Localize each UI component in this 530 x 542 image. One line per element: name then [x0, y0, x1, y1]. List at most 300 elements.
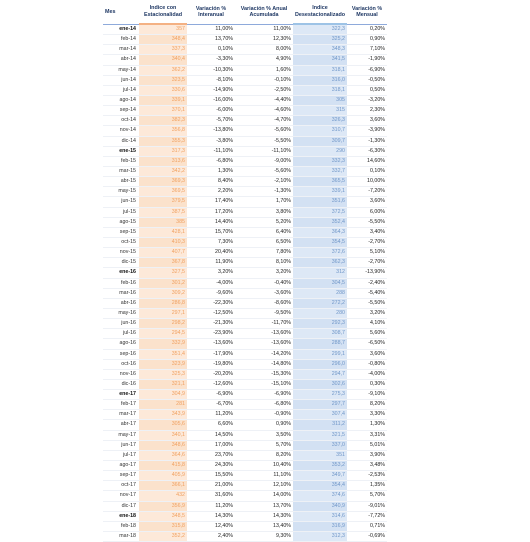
- cell-variacion-mensual[interactable]: -4,00%: [347, 369, 387, 379]
- cell-variacion-mensual[interactable]: 3,90%: [347, 450, 387, 460]
- cell-indice-desestacionalizado[interactable]: 288: [293, 288, 347, 298]
- table-row[interactable]: [103, 329, 387, 339]
- cell-indice-estacionalidad[interactable]: 323,9: [139, 359, 187, 369]
- cell-variacion-mensual[interactable]: 0,71%: [347, 521, 387, 531]
- cell-indice-desestacionalizado[interactable]: 292,3: [293, 319, 347, 329]
- cell-mes[interactable]: sep-14: [103, 106, 139, 116]
- cell-variacion-anual-acumulada[interactable]: -14,20%: [235, 349, 293, 359]
- cell-mes[interactable]: ago-16: [103, 339, 139, 349]
- cell-indice-estacionalidad[interactable]: 317,3: [139, 146, 187, 156]
- cell-mes[interactable]: jul-14: [103, 85, 139, 95]
- cell-indice-desestacionalizado[interactable]: 309,7: [293, 136, 347, 146]
- cell-variacion-anual-acumulada[interactable]: 8,10%: [235, 258, 293, 268]
- cell-indice-estacionalidad[interactable]: 385: [139, 217, 187, 227]
- cell-variacion-interanual[interactable]: 11,90%: [187, 258, 235, 268]
- cell-variacion-interanual[interactable]: 14,40%: [187, 217, 235, 227]
- cell-mes[interactable]: feb-15: [103, 156, 139, 166]
- cell-variacion-mensual[interactable]: -2,70%: [347, 258, 387, 268]
- cell-variacion-mensual[interactable]: 3,60%: [347, 116, 387, 126]
- cell-variacion-mensual[interactable]: -1,90%: [347, 55, 387, 65]
- table-row[interactable]: [103, 65, 387, 75]
- cell-variacion-anual-acumulada[interactable]: 11,10%: [235, 471, 293, 481]
- cell-variacion-mensual[interactable]: -5,50%: [347, 298, 387, 308]
- cell-indice-desestacionalizado[interactable]: 326,3: [293, 116, 347, 126]
- cell-mes[interactable]: ago-15: [103, 217, 139, 227]
- cell-variacion-anual-acumulada[interactable]: 14,00%: [235, 491, 293, 501]
- table-row[interactable]: [103, 237, 387, 247]
- cell-variacion-interanual[interactable]: 12,40%: [187, 521, 235, 531]
- cell-variacion-mensual[interactable]: 0,10%: [347, 166, 387, 176]
- cell-mes[interactable]: jun-17: [103, 440, 139, 450]
- cell-mes[interactable]: feb-14: [103, 35, 139, 45]
- cell-variacion-mensual[interactable]: -2,53%: [347, 471, 387, 481]
- cell-indice-estacionalidad[interactable]: 332,9: [139, 339, 187, 349]
- cell-variacion-interanual[interactable]: -22,30%: [187, 298, 235, 308]
- table-row[interactable]: [103, 511, 387, 521]
- cell-indice-desestacionalizado[interactable]: 304,5: [293, 278, 347, 288]
- cell-variacion-anual-acumulada[interactable]: -2,10%: [235, 177, 293, 187]
- cell-mes[interactable]: sep-17: [103, 471, 139, 481]
- cell-indice-estacionalidad[interactable]: 340,4: [139, 55, 187, 65]
- cell-variacion-anual-acumulada[interactable]: -1,30%: [235, 187, 293, 197]
- table-row[interactable]: [103, 55, 387, 65]
- cell-variacion-anual-acumulada[interactable]: 5,70%: [235, 440, 293, 450]
- cell-variacion-mensual[interactable]: 1,30%: [347, 420, 387, 430]
- cell-variacion-anual-acumulada[interactable]: -11,70%: [235, 319, 293, 329]
- cell-mes[interactable]: jun-16: [103, 319, 139, 329]
- cell-variacion-mensual[interactable]: 0,20%: [347, 24, 387, 35]
- cell-variacion-interanual[interactable]: -17,90%: [187, 349, 235, 359]
- cell-variacion-anual-acumulada[interactable]: -9,50%: [235, 308, 293, 318]
- cell-variacion-anual-acumulada[interactable]: -4,60%: [235, 106, 293, 116]
- cell-indice-estacionalidad[interactable]: 297,1: [139, 308, 187, 318]
- cell-variacion-interanual[interactable]: 2,20%: [187, 187, 235, 197]
- cell-indice-estacionalidad[interactable]: 382,3: [139, 116, 187, 126]
- cell-variacion-interanual[interactable]: 2,40%: [187, 532, 235, 542]
- table-row[interactable]: [103, 227, 387, 237]
- cell-variacion-interanual[interactable]: 11,20%: [187, 501, 235, 511]
- cell-variacion-anual-acumulada[interactable]: 6,40%: [235, 227, 293, 237]
- cell-variacion-anual-acumulada[interactable]: 14,30%: [235, 511, 293, 521]
- table-row[interactable]: [103, 197, 387, 207]
- cell-mes[interactable]: ene-18: [103, 511, 139, 521]
- cell-variacion-interanual[interactable]: -10,30%: [187, 65, 235, 75]
- cell-variacion-anual-acumulada[interactable]: -3,60%: [235, 288, 293, 298]
- cell-variacion-mensual[interactable]: -5,40%: [347, 288, 387, 298]
- cell-indice-estacionalidad[interactable]: 357: [139, 24, 187, 35]
- cell-indice-desestacionalizado[interactable]: 312: [293, 268, 347, 278]
- cell-indice-desestacionalizado[interactable]: 294,7: [293, 369, 347, 379]
- table-row[interactable]: [103, 450, 387, 460]
- cell-variacion-anual-acumulada[interactable]: -6,80%: [235, 400, 293, 410]
- cell-mes[interactable]: abr-17: [103, 420, 139, 430]
- cell-variacion-interanual[interactable]: 15,70%: [187, 227, 235, 237]
- cell-variacion-anual-acumulada[interactable]: -5,60%: [235, 126, 293, 136]
- cell-variacion-interanual[interactable]: 11,20%: [187, 410, 235, 420]
- cell-indice-estacionalidad[interactable]: 348,4: [139, 35, 187, 45]
- cell-variacion-anual-acumulada[interactable]: -5,50%: [235, 136, 293, 146]
- cell-indice-estacionalidad[interactable]: 407,7: [139, 248, 187, 258]
- cell-variacion-interanual[interactable]: 23,70%: [187, 450, 235, 460]
- cell-indice-estacionalidad[interactable]: 323,5: [139, 75, 187, 85]
- table-row[interactable]: [103, 440, 387, 450]
- cell-variacion-anual-acumulada[interactable]: -0,90%: [235, 410, 293, 420]
- cell-variacion-mensual[interactable]: -6,30%: [347, 146, 387, 156]
- table-row[interactable]: [103, 278, 387, 288]
- cell-variacion-anual-acumulada[interactable]: 8,20%: [235, 450, 293, 460]
- table-row[interactable]: [103, 288, 387, 298]
- cell-indice-estacionalidad[interactable]: 304,9: [139, 390, 187, 400]
- cell-variacion-mensual[interactable]: -0,69%: [347, 532, 387, 542]
- cell-mes[interactable]: ene-17: [103, 390, 139, 400]
- cell-indice-estacionalidad[interactable]: 356,8: [139, 126, 187, 136]
- cell-mes[interactable]: may-15: [103, 187, 139, 197]
- cell-indice-estacionalidad[interactable]: 367,8: [139, 258, 187, 268]
- cell-indice-estacionalidad[interactable]: 356,9: [139, 501, 187, 511]
- cell-variacion-mensual[interactable]: -7,20%: [347, 187, 387, 197]
- cell-indice-desestacionalizado[interactable]: 337,0: [293, 440, 347, 450]
- cell-variacion-mensual[interactable]: -13,90%: [347, 268, 387, 278]
- cell-indice-desestacionalizado[interactable]: 316,0: [293, 75, 347, 85]
- cell-variacion-anual-acumulada[interactable]: -2,50%: [235, 85, 293, 95]
- cell-variacion-mensual[interactable]: 14,60%: [347, 156, 387, 166]
- cell-indice-estacionalidad[interactable]: 315,8: [139, 521, 187, 531]
- table-row[interactable]: [103, 207, 387, 217]
- cell-indice-desestacionalizado[interactable]: 280: [293, 308, 347, 318]
- cell-mes[interactable]: feb-18: [103, 521, 139, 531]
- cell-variacion-interanual[interactable]: 21,00%: [187, 481, 235, 491]
- table-row[interactable]: [103, 349, 387, 359]
- table-row[interactable]: [103, 85, 387, 95]
- cell-variacion-interanual[interactable]: -3,30%: [187, 55, 235, 65]
- cell-variacion-anual-acumulada[interactable]: 13,70%: [235, 501, 293, 511]
- cell-mes[interactable]: jul-17: [103, 450, 139, 460]
- cell-indice-estacionalidad[interactable]: 352,2: [139, 532, 187, 542]
- cell-indice-estacionalidad[interactable]: 369,3: [139, 177, 187, 187]
- cell-variacion-interanual[interactable]: 15,50%: [187, 471, 235, 481]
- cell-variacion-mensual[interactable]: 3,31%: [347, 430, 387, 440]
- cell-indice-desestacionalizado[interactable]: 325,2: [293, 35, 347, 45]
- cell-variacion-mensual[interactable]: 0,90%: [347, 35, 387, 45]
- cell-variacion-interanual[interactable]: -19,80%: [187, 359, 235, 369]
- cell-indice-estacionalidad[interactable]: 366,1: [139, 481, 187, 491]
- cell-mes[interactable]: ago-17: [103, 461, 139, 471]
- cell-indice-desestacionalizado[interactable]: 305: [293, 95, 347, 105]
- header-indice-estacionalidad[interactable]: Indice con Estacionalidad: [139, 0, 187, 24]
- cell-variacion-anual-acumulada[interactable]: 3,20%: [235, 268, 293, 278]
- cell-variacion-mensual[interactable]: 7,10%: [347, 45, 387, 55]
- cell-indice-estacionalidad[interactable]: 364,6: [139, 450, 187, 460]
- cell-indice-desestacionalizado[interactable]: 288,7: [293, 339, 347, 349]
- table-row[interactable]: [103, 75, 387, 85]
- cell-variacion-interanual[interactable]: 17,40%: [187, 197, 235, 207]
- header-mes[interactable]: Mes: [103, 0, 139, 24]
- cell-variacion-mensual[interactable]: 3,60%: [347, 349, 387, 359]
- cell-mes[interactable]: oct-14: [103, 116, 139, 126]
- cell-variacion-anual-acumulada[interactable]: -15,10%: [235, 379, 293, 389]
- cell-indice-estacionalidad[interactable]: 321,1: [139, 379, 187, 389]
- cell-indice-desestacionalizado[interactable]: 314,6: [293, 511, 347, 521]
- cell-variacion-anual-acumulada[interactable]: -6,90%: [235, 390, 293, 400]
- cell-mes[interactable]: ene-14: [103, 24, 139, 35]
- cell-variacion-anual-acumulada[interactable]: 8,00%: [235, 45, 293, 55]
- cell-variacion-mensual[interactable]: 3,30%: [347, 410, 387, 420]
- table-row[interactable]: [103, 379, 387, 389]
- cell-variacion-mensual[interactable]: -6,90%: [347, 65, 387, 75]
- cell-variacion-anual-acumulada[interactable]: -11,10%: [235, 146, 293, 156]
- cell-mes[interactable]: jun-15: [103, 197, 139, 207]
- cell-variacion-mensual[interactable]: 5,01%: [347, 440, 387, 450]
- cell-indice-desestacionalizado[interactable]: 348,3: [293, 45, 347, 55]
- cell-variacion-anual-acumulada[interactable]: 0,90%: [235, 420, 293, 430]
- cell-mes[interactable]: abr-14: [103, 55, 139, 65]
- cell-variacion-mensual[interactable]: -1,30%: [347, 136, 387, 146]
- cell-indice-desestacionalizado[interactable]: 362,3: [293, 258, 347, 268]
- cell-variacion-anual-acumulada[interactable]: 10,40%: [235, 461, 293, 471]
- cell-indice-desestacionalizado[interactable]: 352,4: [293, 217, 347, 227]
- cell-variacion-mensual[interactable]: 0,50%: [347, 85, 387, 95]
- cell-indice-desestacionalizado[interactable]: 351,6: [293, 197, 347, 207]
- cell-variacion-interanual[interactable]: -16,00%: [187, 95, 235, 105]
- cell-variacion-anual-acumulada[interactable]: 12,10%: [235, 481, 293, 491]
- cell-variacion-interanual[interactable]: 17,20%: [187, 207, 235, 217]
- cell-mes[interactable]: abr-15: [103, 177, 139, 187]
- cell-variacion-interanual[interactable]: -9,60%: [187, 288, 235, 298]
- table-row[interactable]: [103, 217, 387, 227]
- cell-variacion-mensual[interactable]: 4,10%: [347, 319, 387, 329]
- cell-indice-estacionalidad[interactable]: 351,4: [139, 349, 187, 359]
- table-row[interactable]: [103, 339, 387, 349]
- table-row[interactable]: [103, 95, 387, 105]
- cell-variacion-anual-acumulada[interactable]: 11,00%: [235, 24, 293, 35]
- table-row[interactable]: [103, 156, 387, 166]
- cell-indice-desestacionalizado[interactable]: 332,7: [293, 166, 347, 176]
- table-row[interactable]: [103, 319, 387, 329]
- cell-variacion-interanual[interactable]: -11,10%: [187, 146, 235, 156]
- cell-indice-desestacionalizado[interactable]: 290: [293, 146, 347, 156]
- table-row[interactable]: [103, 248, 387, 258]
- table-row[interactable]: [103, 369, 387, 379]
- cell-variacion-interanual[interactable]: 31,60%: [187, 491, 235, 501]
- cell-variacion-mensual[interactable]: 3,40%: [347, 227, 387, 237]
- cell-indice-desestacionalizado[interactable]: 372,6: [293, 248, 347, 258]
- cell-variacion-mensual[interactable]: 3,60%: [347, 197, 387, 207]
- cell-mes[interactable]: may-16: [103, 308, 139, 318]
- cell-variacion-anual-acumulada[interactable]: -9,00%: [235, 156, 293, 166]
- cell-variacion-anual-acumulada[interactable]: -4,40%: [235, 95, 293, 105]
- table-row[interactable]: [103, 430, 387, 440]
- cell-indice-desestacionalizado[interactable]: 349,7: [293, 471, 347, 481]
- table-row[interactable]: [103, 481, 387, 491]
- cell-indice-estacionalidad[interactable]: 337,3: [139, 45, 187, 55]
- cell-indice-estacionalidad[interactable]: 405,9: [139, 471, 187, 481]
- cell-variacion-interanual[interactable]: -6,70%: [187, 400, 235, 410]
- cell-indice-estacionalidad[interactable]: 348,5: [139, 511, 187, 521]
- cell-variacion-mensual[interactable]: -9,10%: [347, 390, 387, 400]
- cell-variacion-interanual[interactable]: -12,50%: [187, 308, 235, 318]
- table-row[interactable]: [103, 116, 387, 126]
- cell-variacion-interanual[interactable]: 8,40%: [187, 177, 235, 187]
- table-row[interactable]: [103, 187, 387, 197]
- cell-mes[interactable]: nov-17: [103, 491, 139, 501]
- table-row[interactable]: [103, 420, 387, 430]
- cell-variacion-interanual[interactable]: -12,60%: [187, 379, 235, 389]
- cell-variacion-mensual[interactable]: -2,40%: [347, 278, 387, 288]
- cell-mes[interactable]: ene-16: [103, 268, 139, 278]
- cell-variacion-anual-acumulada[interactable]: 1,60%: [235, 65, 293, 75]
- cell-variacion-anual-acumulada[interactable]: -4,70%: [235, 116, 293, 126]
- cell-variacion-anual-acumulada[interactable]: 5,20%: [235, 217, 293, 227]
- cell-indice-estacionalidad[interactable]: 355,3: [139, 136, 187, 146]
- table-row[interactable]: [103, 177, 387, 187]
- cell-variacion-mensual[interactable]: -9,01%: [347, 501, 387, 511]
- cell-variacion-anual-acumulada[interactable]: 4,90%: [235, 55, 293, 65]
- cell-indice-desestacionalizado[interactable]: 318,1: [293, 65, 347, 75]
- cell-mes[interactable]: nov-15: [103, 248, 139, 258]
- cell-mes[interactable]: oct-17: [103, 481, 139, 491]
- cell-indice-desestacionalizado[interactable]: 354,4: [293, 481, 347, 491]
- cell-variacion-interanual[interactable]: 17,00%: [187, 440, 235, 450]
- cell-mes[interactable]: mar-16: [103, 288, 139, 298]
- cell-indice-desestacionalizado[interactable]: 322,3: [293, 24, 347, 35]
- cell-variacion-mensual[interactable]: 3,20%: [347, 308, 387, 318]
- cell-indice-estacionalidad[interactable]: 348,6: [139, 440, 187, 450]
- cell-mes[interactable]: nov-14: [103, 126, 139, 136]
- cell-mes[interactable]: feb-17: [103, 400, 139, 410]
- cell-indice-estacionalidad[interactable]: 339,1: [139, 95, 187, 105]
- cell-mes[interactable]: abr-16: [103, 298, 139, 308]
- cell-mes[interactable]: oct-16: [103, 359, 139, 369]
- cell-indice-desestacionalizado[interactable]: 312,3: [293, 532, 347, 542]
- cell-indice-estacionalidad[interactable]: 362,2: [139, 65, 187, 75]
- cell-mes[interactable]: oct-15: [103, 237, 139, 247]
- cell-indice-desestacionalizado[interactable]: 308,7: [293, 329, 347, 339]
- cell-variacion-interanual[interactable]: 20,40%: [187, 248, 235, 258]
- cell-variacion-interanual[interactable]: -6,80%: [187, 156, 235, 166]
- cell-variacion-mensual[interactable]: -0,50%: [347, 75, 387, 85]
- cell-mes[interactable]: sep-15: [103, 227, 139, 237]
- table-row[interactable]: [103, 501, 387, 511]
- header-variacion-interanual[interactable]: Variación % Interanual: [187, 0, 235, 24]
- table-row[interactable]: [103, 126, 387, 136]
- cell-mes[interactable]: dic-17: [103, 501, 139, 511]
- cell-variacion-mensual[interactable]: 1,35%: [347, 481, 387, 491]
- cell-indice-desestacionalizado[interactable]: 341,5: [293, 55, 347, 65]
- cell-variacion-anual-acumulada[interactable]: 6,50%: [235, 237, 293, 247]
- table-row[interactable]: [103, 390, 387, 400]
- cell-mes[interactable]: ene-15: [103, 146, 139, 156]
- cell-indice-desestacionalizado[interactable]: 340,9: [293, 501, 347, 511]
- table-row[interactable]: [103, 471, 387, 481]
- cell-variacion-interanual[interactable]: -14,90%: [187, 85, 235, 95]
- cell-variacion-mensual[interactable]: 0,30%: [347, 379, 387, 389]
- cell-mes[interactable]: mar-18: [103, 532, 139, 542]
- cell-variacion-interanual[interactable]: 13,70%: [187, 35, 235, 45]
- table-row[interactable]: [103, 298, 387, 308]
- cell-variacion-mensual[interactable]: -3,90%: [347, 126, 387, 136]
- cell-mes[interactable]: jul-16: [103, 329, 139, 339]
- cell-indice-desestacionalizado[interactable]: 339,1: [293, 187, 347, 197]
- cell-indice-desestacionalizado[interactable]: 307,4: [293, 410, 347, 420]
- cell-variacion-interanual[interactable]: 14,30%: [187, 511, 235, 521]
- cell-variacion-anual-acumulada[interactable]: 3,50%: [235, 430, 293, 440]
- cell-mes[interactable]: ago-14: [103, 95, 139, 105]
- cell-mes[interactable]: mar-17: [103, 410, 139, 420]
- cell-indice-desestacionalizado[interactable]: 372,5: [293, 207, 347, 217]
- cell-indice-estacionalidad[interactable]: 428,1: [139, 227, 187, 237]
- cell-indice-desestacionalizado[interactable]: 332,3: [293, 156, 347, 166]
- cell-variacion-mensual[interactable]: -3,20%: [347, 95, 387, 105]
- cell-indice-desestacionalizado[interactable]: 354,5: [293, 237, 347, 247]
- cell-variacion-interanual[interactable]: 14,50%: [187, 430, 235, 440]
- cell-indice-estacionalidad[interactable]: 305,6: [139, 420, 187, 430]
- cell-indice-estacionalidad[interactable]: 309,2: [139, 288, 187, 298]
- table-row[interactable]: [103, 308, 387, 318]
- cell-mes[interactable]: mar-14: [103, 45, 139, 55]
- cell-indice-estacionalidad[interactable]: 343,9: [139, 410, 187, 420]
- cell-mes[interactable]: dic-15: [103, 258, 139, 268]
- cell-variacion-mensual[interactable]: -0,80%: [347, 359, 387, 369]
- cell-variacion-interanual[interactable]: 3,20%: [187, 268, 235, 278]
- table-row[interactable]: [103, 461, 387, 471]
- cell-indice-desestacionalizado[interactable]: 296,0: [293, 359, 347, 369]
- cell-indice-estacionalidad[interactable]: 298,2: [139, 319, 187, 329]
- cell-variacion-mensual[interactable]: -2,70%: [347, 237, 387, 247]
- cell-indice-desestacionalizado[interactable]: 315: [293, 106, 347, 116]
- cell-indice-estacionalidad[interactable]: 410,3: [139, 237, 187, 247]
- cell-mes[interactable]: jul-15: [103, 207, 139, 217]
- cell-indice-estacionalidad[interactable]: 370,1: [139, 106, 187, 116]
- cell-variacion-mensual[interactable]: -7,72%: [347, 511, 387, 521]
- cell-variacion-interanual[interactable]: -8,10%: [187, 75, 235, 85]
- cell-indice-estacionalidad[interactable]: 379,5: [139, 197, 187, 207]
- cell-variacion-interanual[interactable]: -5,70%: [187, 116, 235, 126]
- table-row[interactable]: [103, 359, 387, 369]
- cell-variacion-interanual[interactable]: 7,30%: [187, 237, 235, 247]
- cell-indice-estacionalidad[interactable]: 281: [139, 400, 187, 410]
- cell-mes[interactable]: mar-15: [103, 166, 139, 176]
- cell-indice-desestacionalizado[interactable]: 302,6: [293, 379, 347, 389]
- table-row[interactable]: [103, 106, 387, 116]
- cell-variacion-anual-acumulada[interactable]: -8,60%: [235, 298, 293, 308]
- cell-variacion-interanual[interactable]: -13,60%: [187, 339, 235, 349]
- cell-variacion-anual-acumulada[interactable]: -0,40%: [235, 278, 293, 288]
- cell-variacion-interanual[interactable]: -20,20%: [187, 369, 235, 379]
- table-row[interactable]: [103, 146, 387, 156]
- cell-variacion-anual-acumulada[interactable]: 12,30%: [235, 35, 293, 45]
- cell-mes[interactable]: jun-14: [103, 75, 139, 85]
- table-row[interactable]: [103, 258, 387, 268]
- cell-indice-estacionalidad[interactable]: 330,6: [139, 85, 187, 95]
- table-row[interactable]: [103, 24, 387, 35]
- cell-variacion-mensual[interactable]: 5,70%: [347, 491, 387, 501]
- header-variacion-mensual[interactable]: Variación % Mensual: [347, 0, 387, 24]
- cell-variacion-mensual[interactable]: 5,60%: [347, 329, 387, 339]
- cell-variacion-mensual[interactable]: 3,48%: [347, 461, 387, 471]
- cell-variacion-interanual[interactable]: 11,00%: [187, 24, 235, 35]
- cell-indice-desestacionalizado[interactable]: 364,3: [293, 227, 347, 237]
- table-row[interactable]: [103, 491, 387, 501]
- cell-variacion-interanual[interactable]: -6,00%: [187, 106, 235, 116]
- cell-variacion-anual-acumulada[interactable]: -0,10%: [235, 75, 293, 85]
- cell-indice-estacionalidad[interactable]: 301,2: [139, 278, 187, 288]
- table-row[interactable]: [103, 410, 387, 420]
- cell-variacion-mensual[interactable]: -5,50%: [347, 217, 387, 227]
- cell-variacion-interanual[interactable]: -3,80%: [187, 136, 235, 146]
- cell-variacion-interanual[interactable]: 6,60%: [187, 420, 235, 430]
- cell-indice-estacionalidad[interactable]: 294,5: [139, 329, 187, 339]
- table-row[interactable]: [103, 35, 387, 45]
